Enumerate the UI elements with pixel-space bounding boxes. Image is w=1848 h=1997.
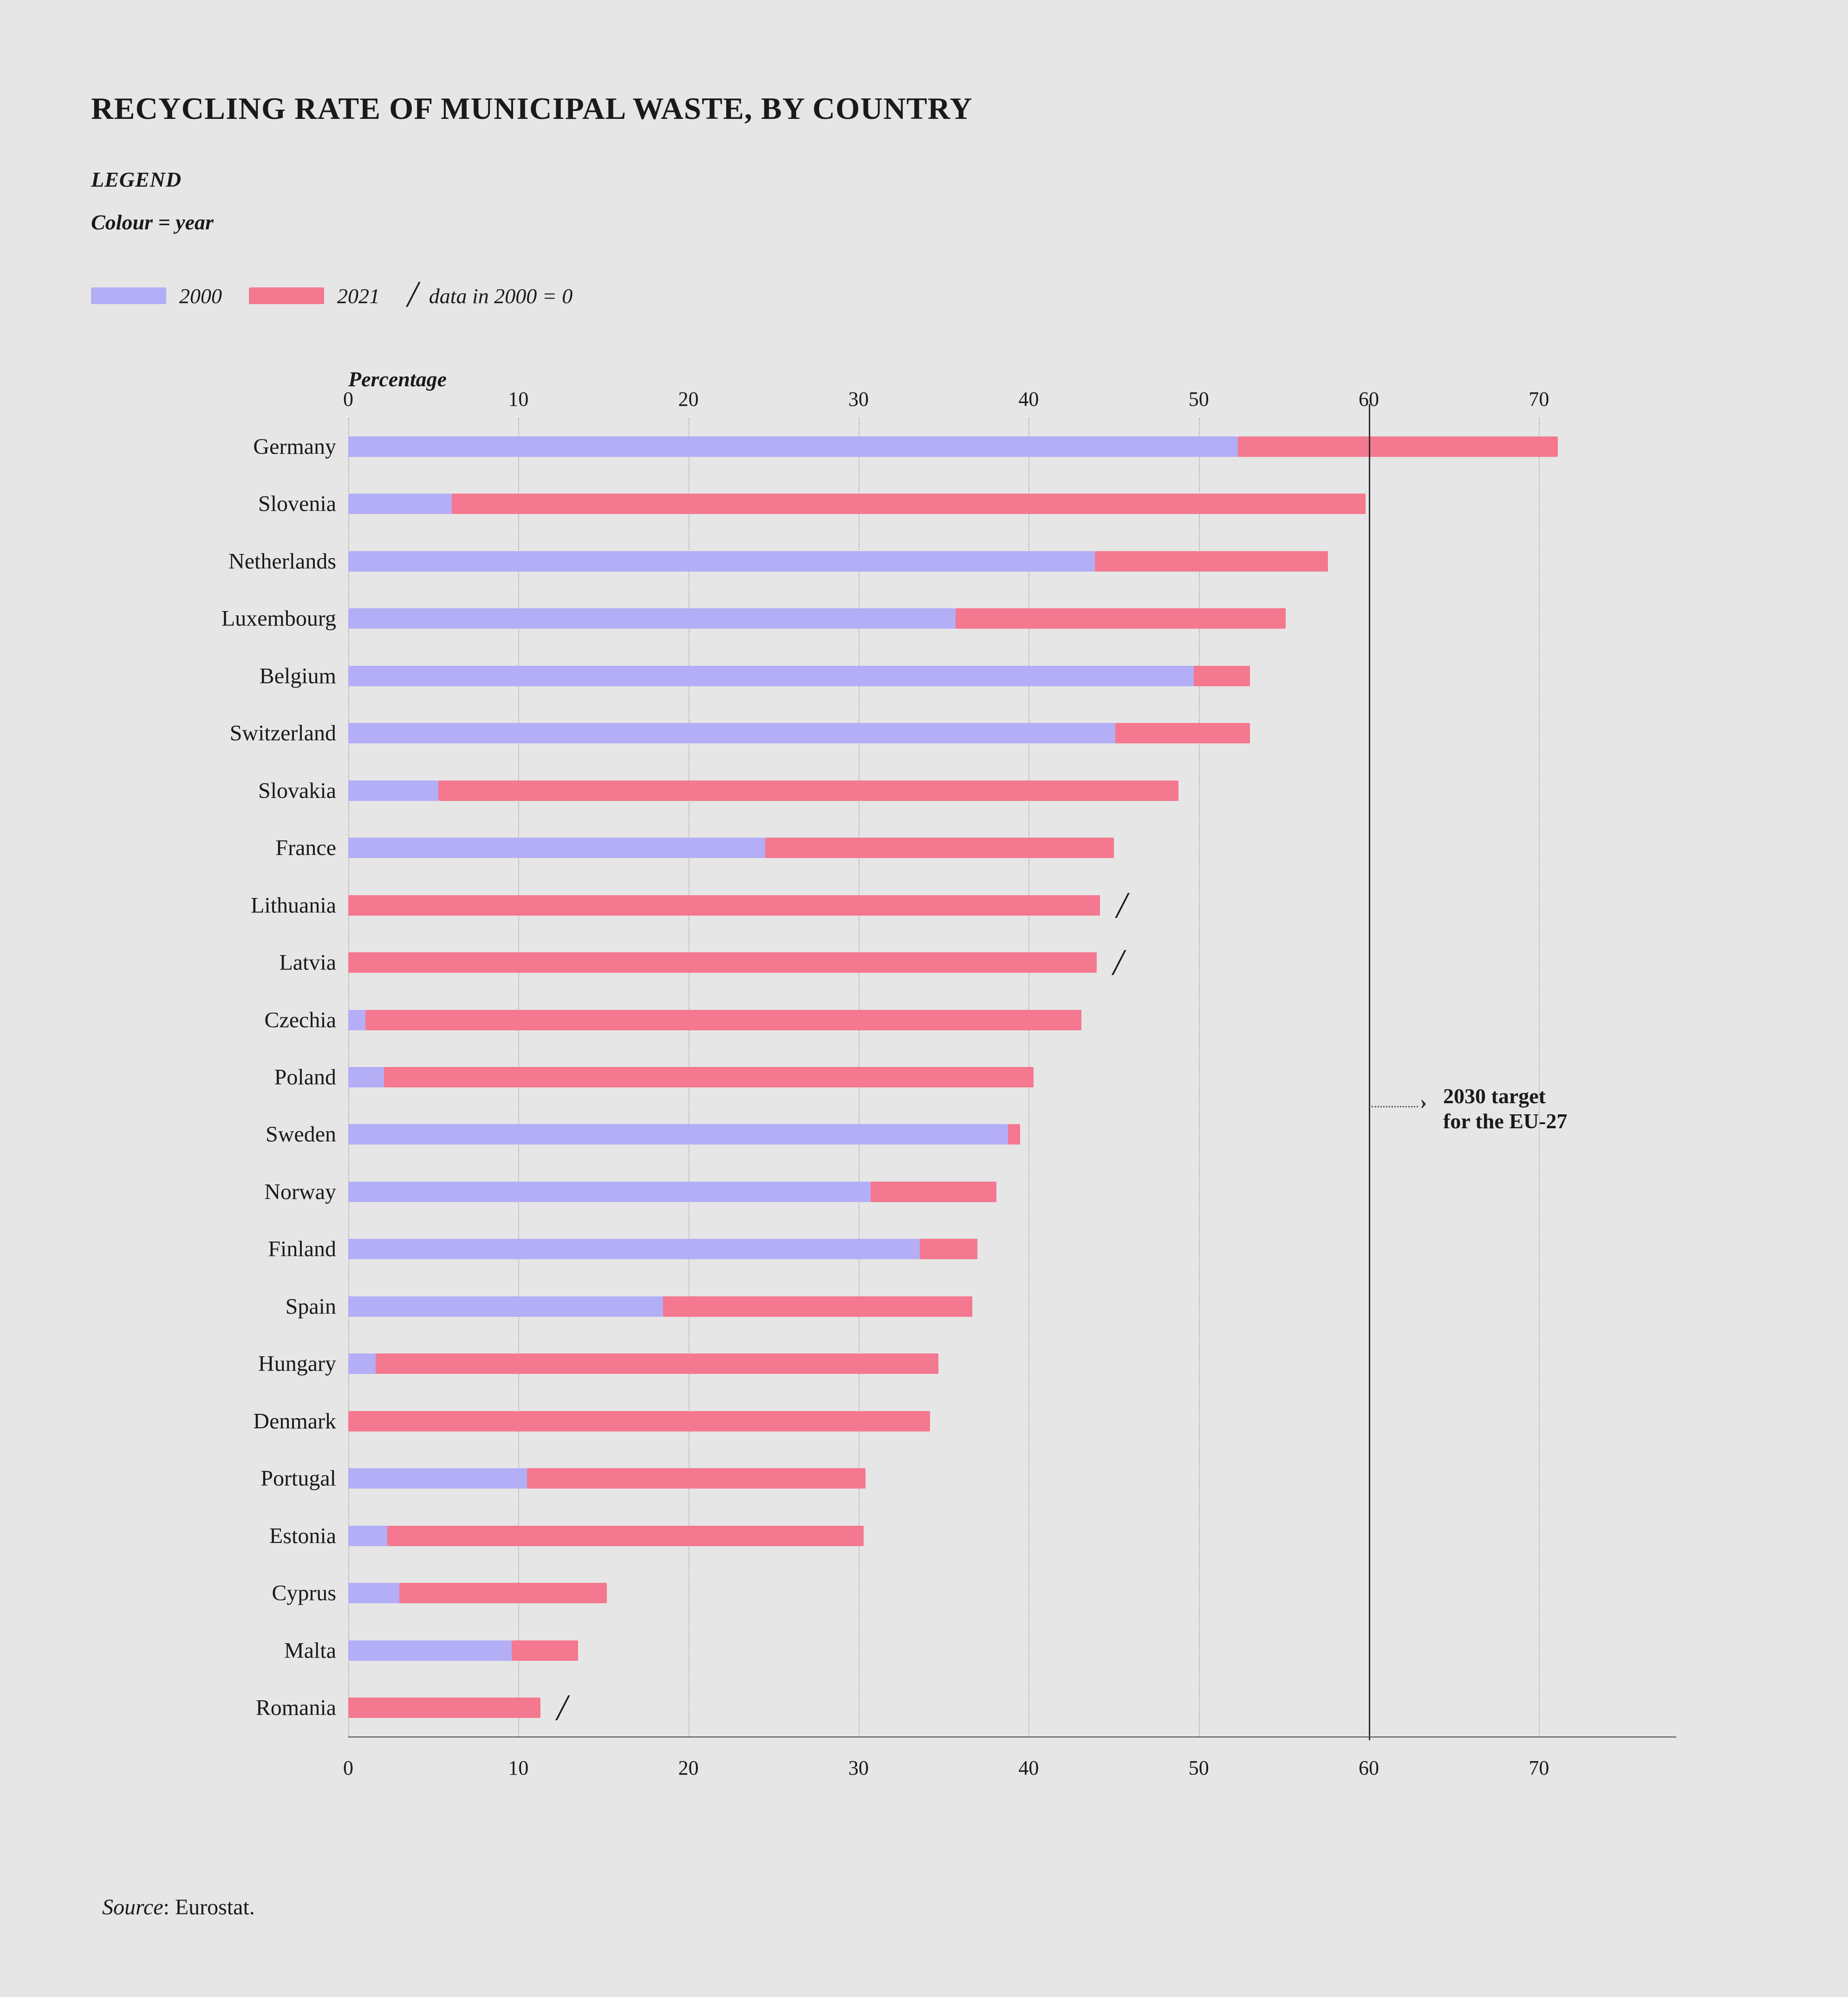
- category-label-france: France: [275, 835, 336, 860]
- bar-segment-base: [348, 1296, 663, 1317]
- tick-label-20: 20: [678, 1756, 699, 1779]
- bar-segment-base: [348, 1010, 365, 1030]
- bar-segment-2021: [348, 1411, 930, 1431]
- category-label-spain: Spain: [285, 1294, 336, 1319]
- bar-segment-2021: [348, 952, 1097, 973]
- bar-row: [259, 647, 1676, 704]
- category-label-denmark: Denmark: [253, 1409, 336, 1434]
- bar-row: [264, 991, 1676, 1048]
- bar-segment-base: [348, 551, 1095, 572]
- bar-segment-base: [348, 781, 438, 801]
- target-callout: [1443, 1084, 1567, 1134]
- x-axis-title: Percentage: [348, 367, 447, 391]
- category-label-germany: Germany: [253, 434, 336, 459]
- bar-segment-2021: [452, 494, 1365, 514]
- category-label-netherlands: Netherlands: [228, 549, 336, 574]
- target-arrow-icon: ›: [1420, 1089, 1427, 1113]
- bar-segment-2021: [663, 1296, 973, 1317]
- bar-segment-2021: [1194, 666, 1250, 686]
- legend-heading: LEGEND: [91, 168, 182, 191]
- tick-label-50: 50: [1188, 1756, 1209, 1779]
- bar-row: [260, 1450, 1676, 1507]
- bar-row: [258, 475, 1676, 532]
- bar-segment-2021: [527, 1468, 865, 1489]
- category-label-czechia: Czechia: [264, 1008, 336, 1033]
- bar-segment-2021: [512, 1640, 578, 1661]
- category-label-norway: Norway: [264, 1179, 336, 1204]
- bar-row: [269, 1507, 1676, 1564]
- bar-segment-base: [348, 1353, 376, 1374]
- bar-segment-2021: [399, 1583, 607, 1603]
- tick-label-10: 10: [508, 1756, 529, 1779]
- category-label-finland: Finland: [268, 1236, 336, 1262]
- legend-label-2000: 2000: [179, 284, 222, 308]
- tick-label-40: 40: [1018, 388, 1039, 410]
- target-callout-line1: 2030 target: [1443, 1084, 1546, 1108]
- category-label-slovenia: Slovenia: [258, 491, 336, 516]
- bar-row: [264, 1163, 1676, 1220]
- plot-area: [221, 388, 1676, 1779]
- tick-label-50: 50: [1188, 388, 1209, 410]
- bar-segment-2021: [956, 608, 1286, 629]
- bar-segment-base: [348, 1067, 384, 1087]
- bar-row: [221, 590, 1676, 647]
- bar-row: [253, 1392, 1676, 1450]
- bar-segment-base: [348, 1468, 527, 1489]
- bar-segment-2021: [384, 1067, 1034, 1087]
- legend: [91, 284, 573, 307]
- source-prefix: Source: [102, 1895, 163, 1919]
- bar-row: [258, 762, 1676, 819]
- bar-segment-base: [348, 1526, 387, 1546]
- tick-label-0: 0: [343, 388, 353, 410]
- bar-row: [284, 1622, 1676, 1679]
- bar-row: [229, 704, 1676, 761]
- bar-row: [255, 1679, 1676, 1737]
- bar-segment-2021: [438, 781, 1178, 801]
- category-label-estonia: Estonia: [269, 1523, 336, 1548]
- category-label-luxembourg: Luxembourg: [221, 606, 336, 631]
- zero-marker-icon: ╱: [1112, 951, 1126, 975]
- legend-label-2021: 2021: [337, 284, 380, 308]
- bar-segment-2021: [1008, 1124, 1020, 1145]
- bar-segment-base: [348, 838, 765, 858]
- category-label-sweden: Sweden: [266, 1122, 336, 1147]
- bar-segment-2021: [365, 1010, 1081, 1030]
- page-title: RECYCLING RATE OF MUNICIPAL WASTE, BY COUNTRY: [91, 91, 973, 126]
- bar-row: [258, 1335, 1676, 1392]
- bar-row: [285, 1278, 1676, 1335]
- bar-row: [275, 819, 1676, 876]
- category-label-belgium: Belgium: [259, 663, 336, 689]
- bar-segment-base: [348, 494, 452, 514]
- bar-segment-2021: [387, 1526, 864, 1546]
- bar-row: [268, 1221, 1676, 1278]
- bar-segment-2021: [348, 895, 1100, 916]
- bar-segment-2021: [765, 838, 1114, 858]
- tick-label-0: 0: [343, 1756, 353, 1779]
- tick-label-60: 60: [1359, 388, 1379, 410]
- target-callout-line2: for the EU-27: [1443, 1109, 1568, 1133]
- bar-segment-base: [348, 1583, 399, 1603]
- bar-segment-base: [348, 1640, 512, 1661]
- source-note: [102, 1894, 255, 1920]
- legend-subheading: Colour = year: [91, 210, 214, 234]
- bar-row: [228, 533, 1676, 590]
- bar-segment-base: [348, 1239, 920, 1259]
- bar-segment-base: [348, 666, 1194, 686]
- bar-row: [251, 877, 1676, 934]
- category-label-malta: Malta: [284, 1638, 336, 1663]
- legend-zero-note: data in 2000 = 0: [429, 284, 573, 308]
- legend-swatch-2021: [249, 287, 324, 304]
- tick-label-30: 30: [848, 1756, 869, 1779]
- tick-label-70: 70: [1529, 388, 1549, 410]
- bar-segment-base: [348, 723, 1115, 743]
- category-label-cyprus: Cyprus: [272, 1581, 336, 1606]
- zero-marker-icon: ╱: [407, 283, 420, 306]
- bar-segment-2021: [1238, 436, 1558, 457]
- legend-swatch-2000: [91, 287, 166, 304]
- category-label-hungary: Hungary: [258, 1351, 336, 1376]
- category-label-switzerland: Switzerland: [229, 721, 336, 746]
- bar-segment-base: [348, 1182, 871, 1202]
- tick-label-10: 10: [508, 388, 529, 410]
- bar-segment-base: [348, 1124, 1008, 1145]
- bar-segment-2021: [1115, 723, 1249, 743]
- tick-label-30: 30: [848, 388, 869, 410]
- target-line: [1369, 404, 1370, 1740]
- tick-label-70: 70: [1529, 1756, 1549, 1779]
- category-label-lithuania: Lithuania: [251, 893, 336, 918]
- bar-segment-2021: [920, 1239, 978, 1259]
- bar-row: [279, 934, 1676, 991]
- bar-segment-2021: [1095, 551, 1328, 572]
- target-leader-line: [1372, 1106, 1418, 1108]
- category-label-poland: Poland: [274, 1065, 336, 1090]
- bar-segment-base: [348, 608, 956, 629]
- bar-segment-2021: [376, 1353, 939, 1374]
- bar-row: [272, 1565, 1676, 1622]
- bar-row: [253, 418, 1676, 475]
- category-label-slovakia: Slovakia: [258, 778, 336, 803]
- category-label-portugal: Portugal: [260, 1466, 336, 1491]
- bar-segment-base: [348, 436, 1238, 457]
- tick-label-20: 20: [678, 388, 699, 410]
- bar-segment-2021: [348, 1698, 540, 1718]
- category-label-romania: Romania: [255, 1695, 336, 1720]
- zero-marker-icon: ╱: [556, 1696, 569, 1720]
- zero-marker-icon: ╱: [1116, 893, 1129, 917]
- category-label-latvia: Latvia: [279, 950, 336, 975]
- tick-label-60: 60: [1359, 1756, 1379, 1779]
- tick-label-40: 40: [1018, 1756, 1039, 1779]
- source-text: : Eurostat.: [163, 1895, 255, 1919]
- bar-segment-2021: [871, 1182, 996, 1202]
